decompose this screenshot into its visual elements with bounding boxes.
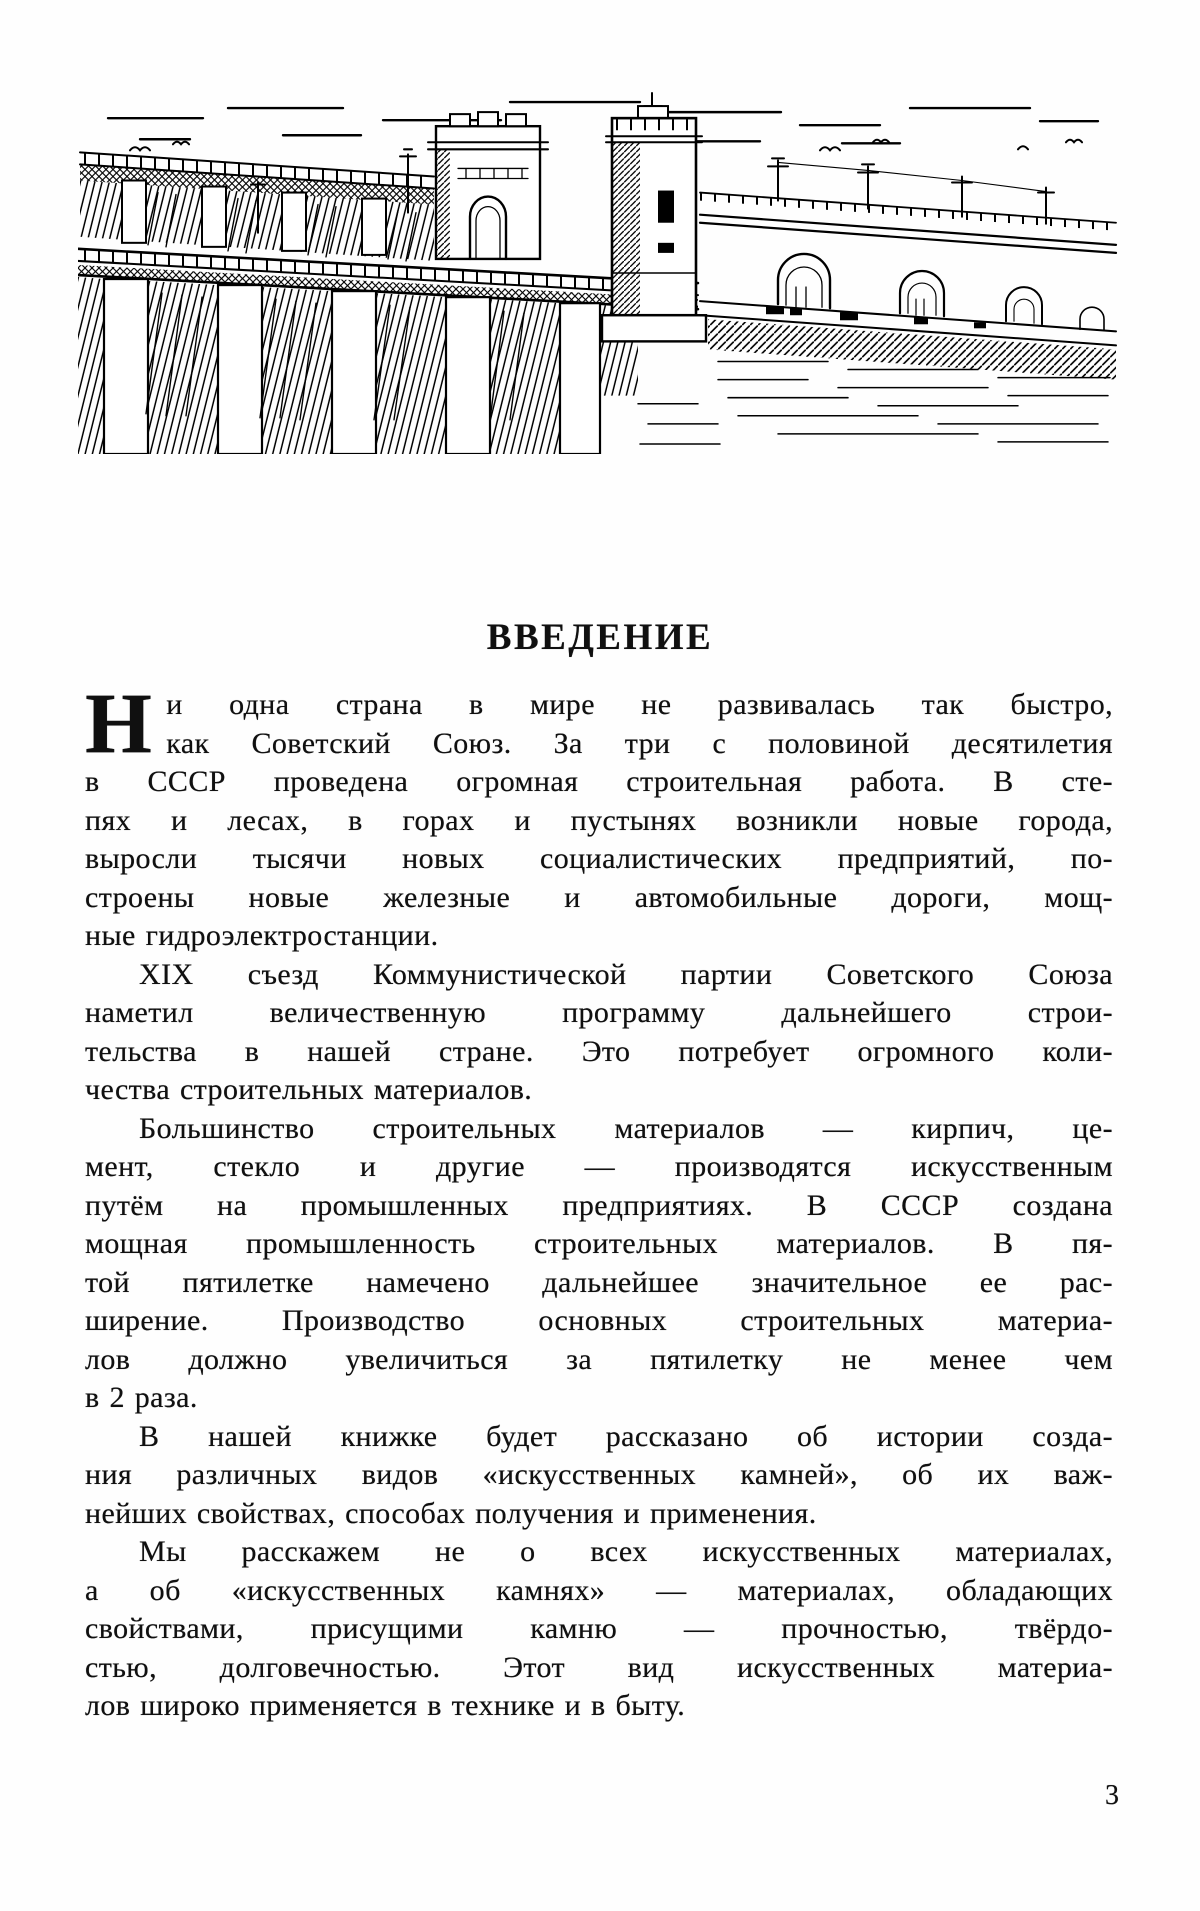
paragraph xyxy=(85,1110,1113,1418)
text-line: мент, стекло и другие — производятся искусственным xyxy=(85,1150,1113,1183)
text-line: ширение. Производство основных строительных материа- xyxy=(85,1304,1113,1337)
text-line: выросли тысячи новых социалистических предприятий, по- xyxy=(85,842,1113,875)
text-line: В нашей книжке будет рассказано об истории созда- xyxy=(139,1419,1113,1453)
text-line: лов широко применяется в технике и в быту. xyxy=(85,1689,686,1722)
text-line: лов должно увеличиться за пятилетку не менее чем xyxy=(85,1342,1113,1376)
dam-illustration xyxy=(78,92,1122,454)
text-line: ные гидроэлектростанции. xyxy=(85,919,439,952)
text-line: стью, долговечностью. Этот вид искусственных материа- xyxy=(85,1650,1113,1684)
text-line: наметил величественную программу дальнейшего строи- xyxy=(85,996,1113,1029)
text-line: пях и лесах, в горах и пустынях возникли новые города, xyxy=(85,803,1113,837)
text-line: Большинство строительных материалов — кирпич, це- xyxy=(139,1111,1113,1145)
page-number: 3 xyxy=(1105,1780,1119,1811)
text-line: ния различных видов «искусственных камней», об их важ- xyxy=(85,1458,1113,1491)
sky-strokes xyxy=(108,102,1098,143)
text-line: той пятилетке намечено дальнейшее значительное ее рас- xyxy=(85,1265,1113,1299)
text-line: и одна страна в мире не развивалась так быстро, xyxy=(166,688,1113,721)
text-line: а об «искусственных камнях» — материалах, обладающих xyxy=(85,1573,1113,1607)
drop-cap: Н xyxy=(85,675,153,771)
body-text xyxy=(85,675,1113,1726)
chapter-heading: ВВЕДЕНИЕ xyxy=(486,617,714,658)
text-line: мощная промышленность строительных материалов. В пя- xyxy=(85,1227,1113,1260)
text-line: в 2 раза. xyxy=(85,1381,198,1414)
text-line: Мы расскажем не о всех искусственных материалах, xyxy=(139,1535,1113,1568)
text-line: тельства в нашей стране. Это потребует огромного коли- xyxy=(85,1034,1113,1068)
text-line: свойствами, присущими камню — прочностью, твёрдо- xyxy=(85,1612,1113,1645)
text-line: нейших свойствах, способах получения и применения. xyxy=(85,1496,817,1530)
paragraph xyxy=(85,1533,1113,1726)
text-line: как Советский Союз. За три с половиной десятилетия xyxy=(166,726,1113,760)
paragraph xyxy=(85,956,1113,1110)
paragraph xyxy=(85,675,1113,956)
text-line: XIX съезд Коммунистической партии Советского Союза xyxy=(139,957,1113,991)
text-line: путём на промышленных предприятиях. В СССР создана xyxy=(85,1188,1113,1222)
text-line: в СССР проведена огромная строительная работа. В сте- xyxy=(85,765,1113,798)
text-line: строены новые железные и автомобильные дороги, мощ- xyxy=(85,880,1113,914)
text-line: чества строительных материалов. xyxy=(85,1073,533,1106)
paragraph xyxy=(85,1418,1113,1534)
